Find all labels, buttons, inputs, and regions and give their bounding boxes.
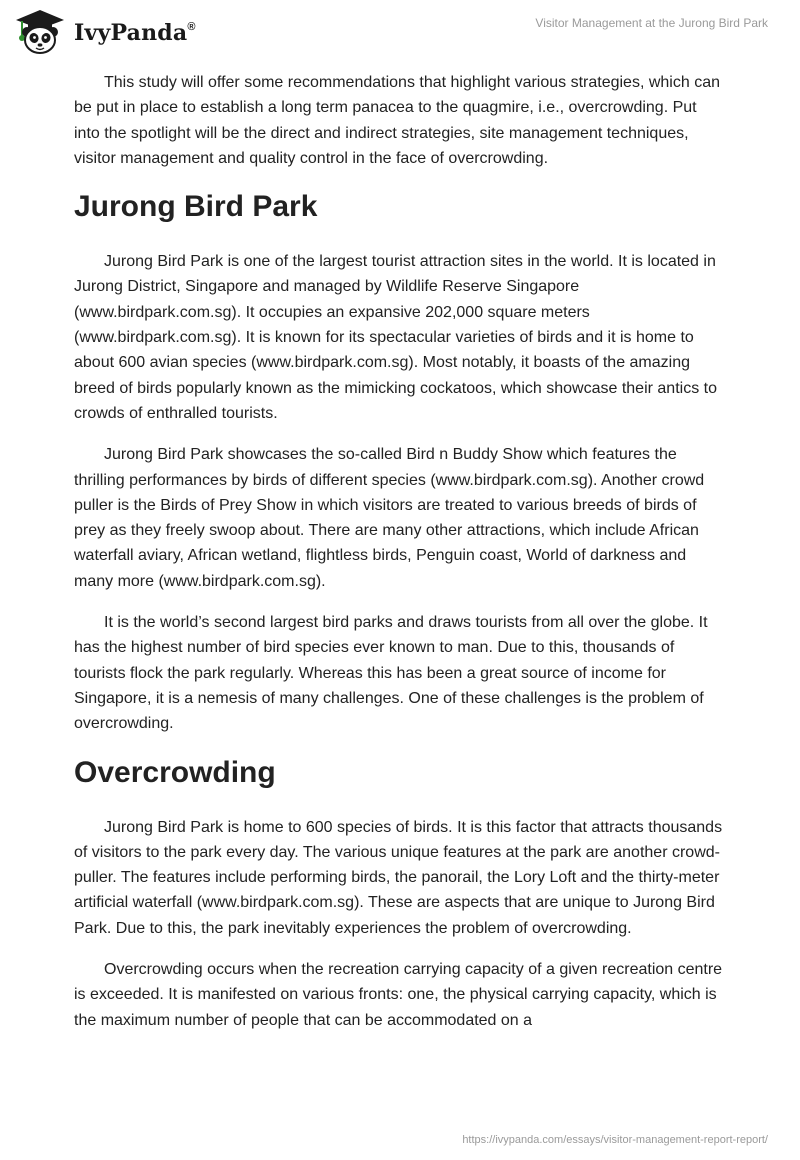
- brand-name: IvyPanda: [74, 20, 188, 46]
- ivypanda-logo[interactable]: [14, 8, 196, 56]
- paragraph: Jurong Bird Park is home to 600 species of birds. It is this factor that attracts thousands of visitors to the park every day. The various unique features at the park are another crowd-puller. The features include performing birds, the panorail, the Lory Loft and the thirty-meter artificial waterfall (www.birdpark.com.sg). These are aspects that are unique to Jurong Bird Park. Due to this, the park inevitably experiences the problem of overcrowding.: [74, 818, 723, 937]
- paragraph: Overcrowding occurs when the recreation carrying capacity of a given recreation centre is exceeded. It is manifested on various fronts: one, the physical carrying capacity, which is the maximum number of people that can be accommodated on a: [74, 961, 723, 1029]
- document-running-title: Visitor Management at the Jurong Bird Park: [535, 16, 768, 30]
- essay-content: [74, 70, 726, 1049]
- section-heading-jurong-bird-park: Jurong Bird Park: [74, 190, 318, 224]
- section-heading-overcrowding: Overcrowding: [74, 755, 276, 789]
- registered-mark: ®: [187, 20, 196, 33]
- footer-source-url[interactable]: https://ivypanda.com/essays/visitor-management-report-report/: [462, 1134, 768, 1146]
- panda-logo-icon: [14, 8, 66, 56]
- paragraph: Jurong Bird Park showcases the so-called Bird n Buddy Show which features the thrilling performances by birds of different species (www.birdpark.com.sg). Another crowd puller is the Birds of Prey Show in which visitors are treated to various breeds of birds of prey as they freely swoop about. There are many other attractions, which include African waterfall aviary, African wetland, flightless birds, Penguin coast, World of darkness and many more (www.birdpark.com.sg).: [74, 446, 705, 590]
- page-header: [0, 0, 800, 64]
- logo-wordmark: [74, 20, 196, 46]
- paragraph: It is the world’s second largest bird parks and draws tourists from all over the globe. It has the highest number of bird species ever known to man. Due to this, thousands of tourists flock the park regularly. Whereas this has been a great source of income for Singapore, it is a nemesis of many challenges. One of these challenges is the problem of overcrowding.: [74, 614, 708, 733]
- intro-paragraph: This study will offer some recommendations that highlight various strategies, which can be put in place to establish a long term panacea to the quagmire, i.e., overcrowding. Put into the spotlight will be the direct and indirect strategies, site management techniques, visitor management and quality control in the face of overcrowding.: [74, 74, 720, 167]
- paragraph: Jurong Bird Park is one of the largest tourist attraction sites in the world. It is located in Jurong District, Singapore and managed by Wildlife Reserve Singapore (www.birdpark.com.sg). It occupies an expansive 202,000 square meters (www.birdpark.com.sg). It is known for its spectacular varieties of birds and it is home to about 600 avian species (www.birdpark.com.sg). Most notably, it boasts of the amazing breed of birds popularly known as the mimicking cockatoos, which showcase their antics to crowds of enthralled tourists.: [74, 253, 717, 422]
